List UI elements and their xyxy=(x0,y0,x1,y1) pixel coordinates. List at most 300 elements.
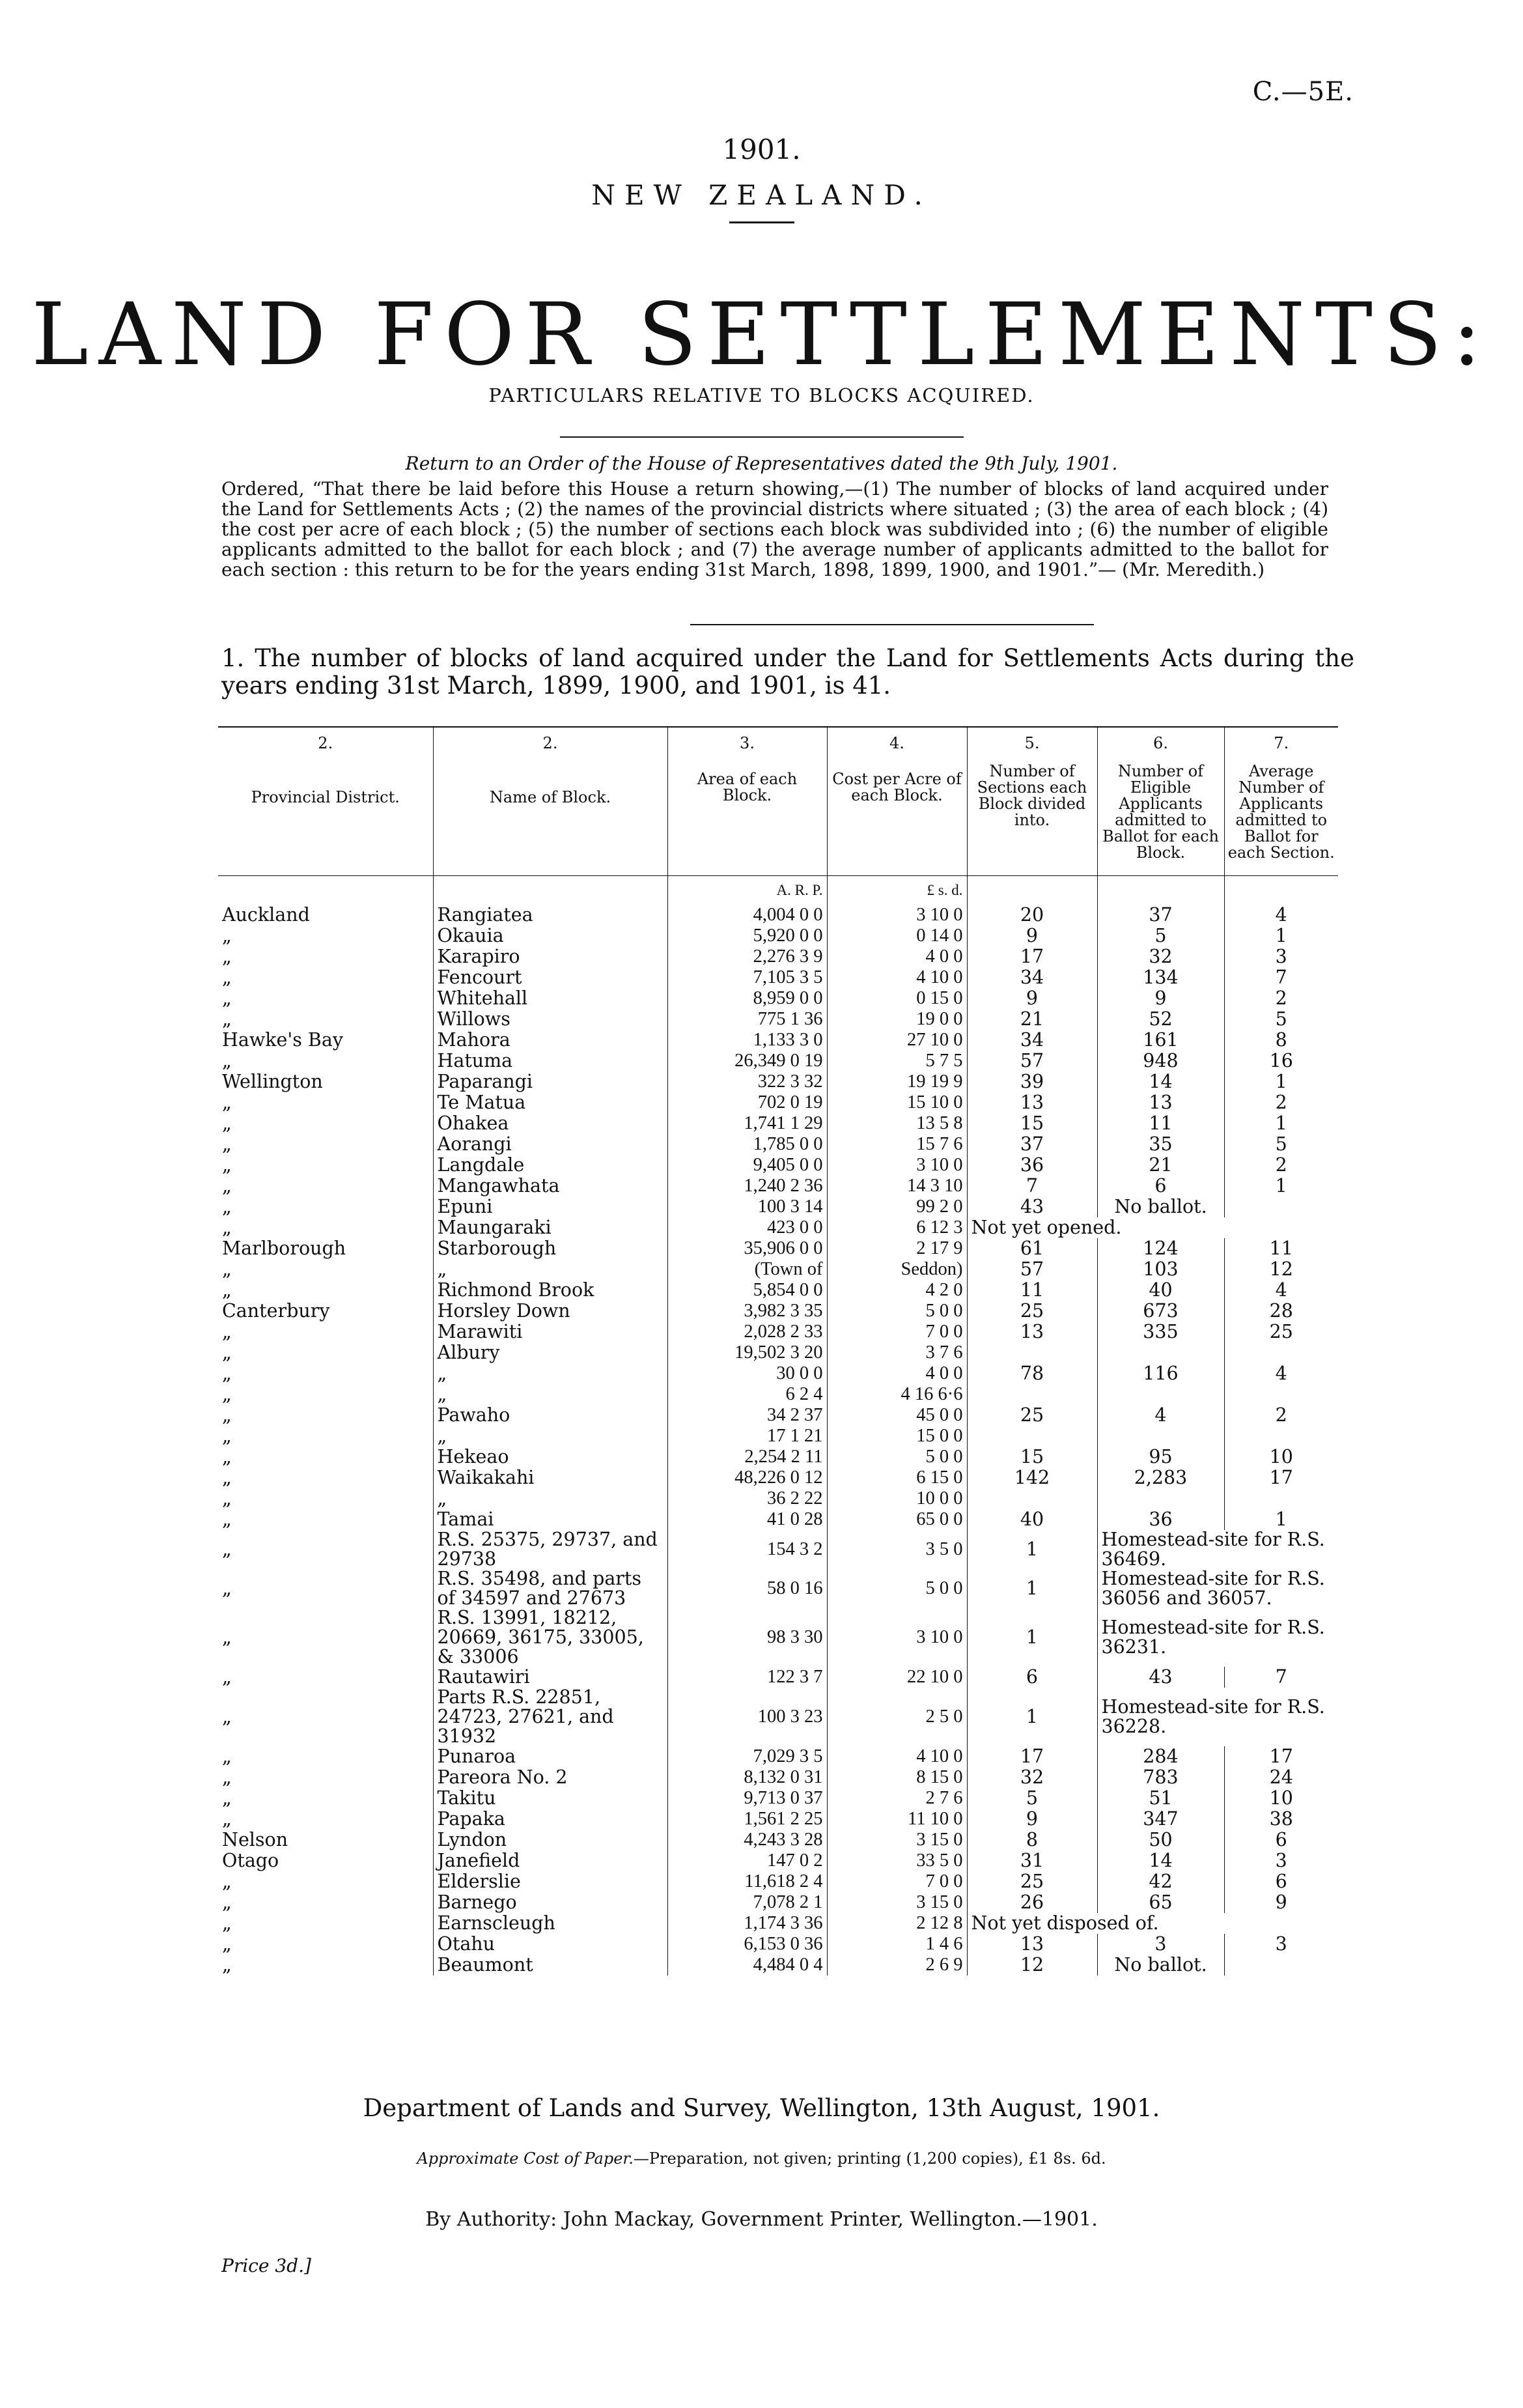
applicants-cell-text: 14 xyxy=(1149,1850,1173,1871)
applicants-cell-text: 42 xyxy=(1149,1871,1173,1892)
district-cell-text: „ xyxy=(222,967,232,988)
district-cell-text: „ xyxy=(222,1133,232,1155)
block-name-cell xyxy=(433,926,667,946)
cost-cell-text: 2 5 0 xyxy=(925,1707,963,1727)
sections-cell-text: 7 xyxy=(1026,1175,1039,1197)
block-name-cell-text: Elderslie xyxy=(437,1871,521,1892)
block-name-cell xyxy=(433,1767,667,1788)
average-cell xyxy=(1224,946,1338,967)
table-row xyxy=(218,1934,1338,1955)
cost-cell xyxy=(827,1767,967,1788)
block-name-cell xyxy=(433,1280,667,1301)
applicants-cell xyxy=(1097,1384,1224,1405)
average-cell xyxy=(1224,988,1338,1009)
area-cell xyxy=(667,1134,827,1155)
cost-cell-text: 7 0 0 xyxy=(925,1871,963,1891)
sections-cell-text: Not yet disposed of. xyxy=(971,1912,1159,1934)
area-cell-text: 5,854 0 0 xyxy=(753,1280,823,1300)
district-cell xyxy=(218,1301,433,1322)
area-cell xyxy=(667,1788,827,1809)
applicants-cell xyxy=(1097,1892,1224,1913)
district-cell xyxy=(218,1238,433,1259)
block-name-cell-text: Starborough xyxy=(437,1238,557,1259)
block-name-cell xyxy=(433,1155,667,1176)
block-name-cell xyxy=(433,1405,667,1426)
block-name-cell-text: Tamai xyxy=(437,1509,494,1530)
table-row xyxy=(218,1363,1338,1384)
district-cell-text: „ xyxy=(222,1342,232,1363)
applicants-cell-text: 6 xyxy=(1154,1175,1167,1197)
applicants-cell xyxy=(1097,1134,1224,1155)
sections-cell xyxy=(967,1405,1097,1426)
applicants-cell-text: Homestead-site for R.S. 36469. xyxy=(1101,1529,1325,1570)
average-cell xyxy=(1224,1830,1338,1850)
department-signature: Department of Lands and Survey, Wellington, 13th August, 1901. xyxy=(363,2094,1160,2122)
table-row xyxy=(218,1238,1338,1259)
district-cell-text: „ xyxy=(222,1954,232,1976)
block-name-cell xyxy=(433,1217,667,1238)
block-name-cell-text: Te Matua xyxy=(437,1092,526,1113)
cost-cell xyxy=(827,1092,967,1113)
average-cell xyxy=(1224,1259,1338,1280)
district-cell-text: „ xyxy=(222,1666,232,1688)
block-name-cell xyxy=(433,1092,667,1113)
cost-cell xyxy=(827,1259,967,1280)
sections-cell-text: 1 xyxy=(1026,1538,1039,1560)
table-row xyxy=(218,1051,1338,1071)
district-cell xyxy=(218,1447,433,1467)
sections-cell xyxy=(967,905,1097,926)
cost-cell-text: 8 15 0 xyxy=(916,1767,963,1787)
cost-cell xyxy=(827,1009,967,1030)
block-name-cell-text: „ xyxy=(437,1383,447,1405)
area-cell xyxy=(667,1217,827,1238)
district-cell xyxy=(218,1155,433,1176)
applicants-cell xyxy=(1097,1280,1224,1301)
cost-cell-text: 3 10 0 xyxy=(916,1155,963,1175)
district-cell xyxy=(218,1363,433,1384)
block-name-cell xyxy=(433,1342,667,1363)
average-cell-text: 2 xyxy=(1275,987,1287,1009)
area-cell xyxy=(667,1301,827,1322)
area-cell xyxy=(667,1569,827,1608)
area-cell xyxy=(667,1238,827,1259)
applicants-cell xyxy=(1097,1238,1224,1259)
area-cell-text: 1,785 0 0 xyxy=(753,1134,823,1154)
block-name-cell-text: Waikakahi xyxy=(437,1467,535,1488)
block-name-cell xyxy=(433,1530,667,1569)
area-cell-text: 3,982 3 35 xyxy=(744,1301,823,1321)
area-cell-text: 9,713 0 37 xyxy=(744,1788,823,1808)
block-name-cell-text: Papaka xyxy=(437,1808,505,1830)
average-cell-text: 17 xyxy=(1269,1746,1293,1767)
table-header-row xyxy=(218,727,1338,876)
district-cell xyxy=(218,1405,433,1426)
table-row xyxy=(218,1113,1338,1134)
cost-cell xyxy=(827,1850,967,1871)
sections-cell-text: 13 xyxy=(1020,1321,1044,1342)
applicants-cell-text: 40 xyxy=(1149,1279,1173,1301)
applicants-cell xyxy=(1097,1301,1224,1322)
area-cell xyxy=(667,1530,827,1569)
average-cell xyxy=(1224,926,1338,946)
district-cell-text: „ xyxy=(222,1871,232,1892)
area-cell-text: 30 0 0 xyxy=(776,1363,823,1383)
block-name-cell xyxy=(433,1467,667,1488)
average-cell-text: 24 xyxy=(1269,1766,1293,1788)
cost-cell xyxy=(827,1488,967,1509)
district-cell-text: „ xyxy=(222,1891,232,1913)
area-cell-text: 4,484 0 4 xyxy=(753,1955,823,1975)
average-cell xyxy=(1224,1405,1338,1426)
district-cell-text: „ xyxy=(222,1706,232,1727)
applicants-cell-text: 35 xyxy=(1149,1133,1173,1155)
sections-cell xyxy=(967,1280,1097,1301)
area-cell-text: 4,004 0 0 xyxy=(753,905,823,925)
average-cell-text: 10 xyxy=(1269,1446,1293,1467)
district-cell xyxy=(218,1850,433,1871)
district-cell-text: „ xyxy=(222,1321,232,1342)
block-name-cell xyxy=(433,1667,667,1688)
block-name-cell xyxy=(433,1051,667,1071)
table-row xyxy=(218,1509,1338,1530)
average-cell-text: 1 xyxy=(1275,925,1287,946)
area-cell xyxy=(667,1892,827,1913)
area-cell-text: 100 3 14 xyxy=(757,1197,823,1217)
area-units: A. R. P. xyxy=(667,876,827,905)
block-name-cell-text: Lyndon xyxy=(437,1829,507,1850)
table-row xyxy=(218,1467,1338,1488)
table-row xyxy=(218,905,1338,926)
district-cell xyxy=(218,1280,433,1301)
block-name-cell-text: Okauia xyxy=(437,925,504,946)
sections-cell-text: 36 xyxy=(1020,1154,1044,1176)
area-cell xyxy=(667,1259,827,1280)
block-name-cell xyxy=(433,1788,667,1809)
sections-cell xyxy=(967,1809,1097,1830)
district-cell xyxy=(218,1071,433,1092)
area-cell-text: 154 3 2 xyxy=(767,1539,823,1559)
area-cell-text: 34 2 37 xyxy=(767,1405,823,1425)
sections-cell-text: 43 xyxy=(1020,1196,1044,1217)
sections-cell xyxy=(967,1176,1097,1197)
table-row xyxy=(218,1217,1338,1238)
table-row xyxy=(218,1009,1338,1030)
cost-cell xyxy=(827,1913,967,1934)
sections-cell xyxy=(967,926,1097,946)
sections-cell-text: 40 xyxy=(1020,1509,1044,1530)
block-name-cell xyxy=(433,1509,667,1530)
cost-cell xyxy=(827,988,967,1009)
applicants-cell-text: 2,283 xyxy=(1134,1467,1188,1488)
column-header-area: 3. Area of each Block. xyxy=(667,727,827,876)
applicants-cell xyxy=(1097,946,1224,967)
sections-cell xyxy=(967,1447,1097,1467)
applicants-cell-text: 37 xyxy=(1149,904,1173,926)
district-cell-text: Auckland xyxy=(222,904,310,926)
cost-cell xyxy=(827,1134,967,1155)
average-cell-text: 1 xyxy=(1275,1112,1287,1134)
area-cell-text: 7,105 3 5 xyxy=(753,967,823,987)
district-cell xyxy=(218,1892,433,1913)
average-cell xyxy=(1224,1342,1338,1363)
sections-cell xyxy=(967,1830,1097,1850)
sections-cell xyxy=(967,1092,1097,1113)
block-name-cell xyxy=(433,905,667,926)
cost-cell xyxy=(827,1280,967,1301)
table-row xyxy=(218,1809,1338,1830)
price-label: Price 3d.] xyxy=(221,2255,311,2276)
average-cell xyxy=(1224,1301,1338,1322)
cost-cell-text: 10 0 0 xyxy=(916,1488,963,1509)
applicants-cell xyxy=(1097,1176,1224,1197)
district-cell xyxy=(218,1569,433,1608)
applicants-cell xyxy=(1097,1071,1224,1092)
sections-cell xyxy=(967,1342,1097,1363)
average-cell-text: 25 xyxy=(1269,1321,1293,1342)
block-name-cell-text: Rautawiri xyxy=(437,1666,530,1688)
area-cell xyxy=(667,1322,827,1342)
column-header-applicants: 6. Number of Eligible Applicants admitted to Ballot for each Block. xyxy=(1097,727,1224,876)
average-cell xyxy=(1224,1071,1338,1092)
average-cell xyxy=(1224,1509,1338,1530)
applicants-cell xyxy=(1097,1509,1224,1530)
sections-cell-text: 25 xyxy=(1020,1404,1044,1426)
table-row xyxy=(218,1092,1338,1113)
cost-cell-text: 3 7 6 xyxy=(925,1342,963,1363)
district-cell xyxy=(218,1530,433,1569)
applicants-cell-text: 32 xyxy=(1149,946,1173,967)
sections-cell xyxy=(967,988,1097,1009)
block-name-cell-text: Fencourt xyxy=(437,967,522,988)
sections-cell xyxy=(967,1488,1097,1509)
applicants-cell-text: 948 xyxy=(1143,1050,1179,1071)
block-name-cell xyxy=(433,967,667,988)
cost-cell xyxy=(827,1051,967,1071)
average-cell-text: 16 xyxy=(1269,1050,1293,1071)
block-name-cell xyxy=(433,1322,667,1342)
area-cell xyxy=(667,1426,827,1447)
average-cell-text: 4 xyxy=(1275,904,1287,926)
table-row xyxy=(218,1134,1338,1155)
area-cell xyxy=(667,1447,827,1467)
table-row xyxy=(218,967,1338,988)
average-cell-text: 28 xyxy=(1269,1300,1293,1322)
sections-cell-text: 11 xyxy=(1020,1279,1044,1301)
cost-cell xyxy=(827,1155,967,1176)
area-cell-text: 1,741 1 29 xyxy=(744,1113,823,1133)
cost-cell xyxy=(827,1509,967,1530)
sections-cell-text: 1 xyxy=(1026,1626,1039,1648)
column-header-sections: 5. Number of Sections each Block divided into. xyxy=(967,727,1097,876)
district-cell-text: „ xyxy=(222,1092,232,1113)
sections-cell-text: 61 xyxy=(1020,1238,1044,1259)
cost-cell-text: 15 0 0 xyxy=(916,1426,963,1446)
area-cell xyxy=(667,1030,827,1051)
area-cell xyxy=(667,1342,827,1363)
block-name-cell-text: Horsley Down xyxy=(437,1300,570,1322)
cost-cell-text: 5 0 0 xyxy=(925,1578,963,1598)
average-cell-text: 3 xyxy=(1275,946,1287,967)
cost-cell xyxy=(827,926,967,946)
blocks-table xyxy=(218,726,1338,1976)
sections-cell xyxy=(967,1892,1097,1913)
applicants-cell xyxy=(1097,1322,1224,1342)
block-name-cell xyxy=(433,1301,667,1322)
applicants-cell-text: 52 xyxy=(1149,1008,1173,1030)
applicants-cell xyxy=(1097,1197,1224,1217)
sections-cell xyxy=(967,1363,1097,1384)
cost-cell xyxy=(827,1667,967,1688)
sections-cell xyxy=(967,967,1097,988)
sections-cell xyxy=(967,1530,1097,1569)
sections-cell xyxy=(967,1509,1097,1530)
average-cell-text: 10 xyxy=(1269,1787,1293,1809)
cost-cell xyxy=(827,1934,967,1955)
area-cell-text: 8,959 0 0 xyxy=(753,988,823,1008)
district-cell-text: „ xyxy=(222,1383,232,1405)
applicants-cell xyxy=(1097,1342,1224,1363)
sections-cell xyxy=(967,1667,1097,1688)
district-cell xyxy=(218,1509,433,1530)
average-cell-text: 17 xyxy=(1269,1467,1293,1488)
cost-cell-text: 13 5 8 xyxy=(916,1113,963,1133)
applicants-cell xyxy=(1097,1259,1224,1280)
applicants-cell-text: 347 xyxy=(1143,1808,1179,1830)
district-cell-text: „ xyxy=(222,1933,232,1955)
applicants-cell xyxy=(1097,1569,1338,1608)
cost-cell xyxy=(827,1071,967,1092)
column-header-cost: 4. Cost per Acre of each Block. xyxy=(827,727,967,876)
block-name-cell-text: Hekeao xyxy=(437,1446,509,1467)
cost-cell-text: 65 0 0 xyxy=(916,1509,963,1529)
district-cell xyxy=(218,1322,433,1342)
area-cell-text: 423 0 0 xyxy=(767,1217,823,1238)
table-row xyxy=(218,1767,1338,1788)
area-cell-text: 41 0 28 xyxy=(767,1509,823,1529)
sections-cell xyxy=(967,1688,1097,1746)
cost-cell xyxy=(827,1363,967,1384)
area-cell xyxy=(667,1688,827,1746)
area-cell xyxy=(667,1913,827,1934)
average-cell xyxy=(1224,1488,1338,1509)
area-cell xyxy=(667,1509,827,1530)
table-row xyxy=(218,1892,1338,1913)
area-cell xyxy=(667,1009,827,1030)
table-row xyxy=(218,1608,1338,1667)
table-row xyxy=(218,1955,1338,1976)
sections-cell-text: 5 xyxy=(1026,1787,1039,1809)
average-cell xyxy=(1224,1113,1338,1134)
block-name-cell-text: Langdale xyxy=(437,1154,525,1176)
district-cell-text: „ xyxy=(222,1196,232,1217)
cost-cell-text: 5 0 0 xyxy=(925,1301,963,1321)
block-name-cell xyxy=(433,1892,667,1913)
applicants-cell-text: Homestead-site for R.S. 36056 and 36057. xyxy=(1101,1568,1325,1609)
area-cell xyxy=(667,1363,827,1384)
district-cell xyxy=(218,905,433,926)
area-cell-text: 6,153 0 36 xyxy=(744,1934,823,1954)
cost-cell xyxy=(827,1746,967,1767)
cost-cell xyxy=(827,1467,967,1488)
district-cell xyxy=(218,1426,433,1447)
cost-text: —Preparation, not given; printing (1,200 copies), £1 8s. 6d. xyxy=(633,2149,1106,2168)
area-cell xyxy=(667,967,827,988)
cost-cell xyxy=(827,1322,967,1342)
average-cell-text: 38 xyxy=(1269,1808,1293,1830)
average-cell xyxy=(1224,1746,1338,1767)
sections-cell xyxy=(967,1955,1097,1976)
district-cell-text: „ xyxy=(222,1050,232,1071)
district-cell xyxy=(218,926,433,946)
district-cell-text: „ xyxy=(222,1467,232,1488)
cost-cell-text: 99 2 0 xyxy=(916,1197,963,1217)
block-name-cell-text: R.S. 25375, 29737, and 29738 xyxy=(437,1529,658,1570)
average-cell-text: 7 xyxy=(1275,1666,1287,1688)
average-cell-text: 7 xyxy=(1275,967,1287,988)
table-row xyxy=(218,926,1338,946)
applicants-cell xyxy=(1097,1530,1338,1569)
area-cell-text: 26,349 0 19 xyxy=(734,1051,823,1071)
applicants-cell-text: 50 xyxy=(1149,1829,1173,1850)
page-subtitle: PARTICULARS RELATIVE TO BLOCKS ACQUIRED. xyxy=(488,384,1035,406)
divider xyxy=(690,624,1094,625)
column-header-average: 7. Average Number of Applicants admitted to Ballot for each Section. xyxy=(1224,727,1338,876)
table-row xyxy=(218,1030,1338,1051)
sections-cell-text: 17 xyxy=(1020,1746,1044,1767)
table-row xyxy=(218,1155,1338,1176)
cost-cell-text: 33 5 0 xyxy=(916,1850,963,1871)
area-cell-text: 147 0 2 xyxy=(767,1850,823,1871)
area-cell-text: 8,132 0 31 xyxy=(744,1767,823,1787)
area-cell-text: 1,561 2 25 xyxy=(744,1809,823,1829)
sections-cell-text: 20 xyxy=(1020,904,1044,926)
average-cell-text: 5 xyxy=(1275,1133,1287,1155)
block-name-cell-text: Takitu xyxy=(437,1787,496,1809)
sections-cell xyxy=(967,1197,1097,1217)
sections-cell xyxy=(967,1301,1097,1322)
block-name-cell-text: Parts R.S. 22851, 24723, 27621, and 31932 xyxy=(437,1686,614,1747)
cost-cell-text: 4 2 0 xyxy=(925,1280,963,1300)
cost-cell xyxy=(827,1301,967,1322)
area-cell xyxy=(667,1051,827,1071)
district-cell xyxy=(218,1259,433,1280)
applicants-cell-text: Homestead-site for R.S. 36231. xyxy=(1101,1617,1325,1658)
district-cell-text: „ xyxy=(222,1425,232,1447)
district-cell xyxy=(218,1488,433,1509)
applicants-cell-text: Homestead-site for R.S. 36228. xyxy=(1101,1696,1325,1737)
applicants-cell-text: 116 xyxy=(1143,1363,1179,1384)
district-cell xyxy=(218,1934,433,1955)
average-cell xyxy=(1224,1788,1338,1809)
sections-cell xyxy=(967,1071,1097,1092)
area-cell xyxy=(667,946,827,967)
average-cell-text: 1 xyxy=(1275,1175,1287,1197)
block-name-cell-text: Pareora No. 2 xyxy=(437,1766,568,1788)
document-year: 1901. xyxy=(722,134,801,165)
cost-units: £ s. d. xyxy=(827,876,967,905)
cost-cell-text: 3 10 0 xyxy=(916,905,963,925)
cost-cell-text: 5 7 5 xyxy=(925,1051,963,1071)
area-cell xyxy=(667,1746,827,1767)
cost-cell xyxy=(827,1113,967,1134)
area-cell xyxy=(667,905,827,926)
average-cell xyxy=(1224,1322,1338,1342)
block-name-cell xyxy=(433,1030,667,1051)
district-cell-text: „ xyxy=(222,987,232,1009)
district-cell xyxy=(218,1467,433,1488)
applicants-cell xyxy=(1097,1830,1224,1850)
